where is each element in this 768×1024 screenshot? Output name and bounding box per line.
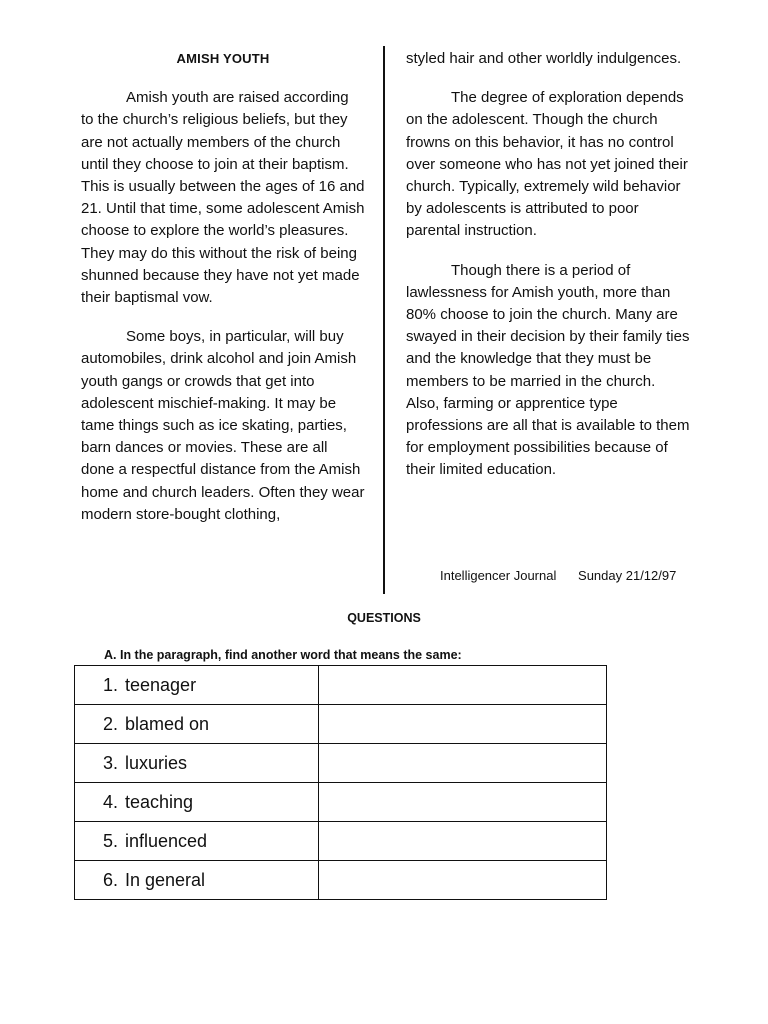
- item-word: teenager: [125, 674, 197, 695]
- article-paragraph: Some boys, in particular, will buy automobiles, drink alcohol and join Amish youth gangs or crowds that get into adolescent mischief-making. It may be tame things such as ice skating, parties, barn dances or movies. These are all done a respectful distance from the Amish home and church leaders. Often they wear modern store-bought clothing,: [81, 328, 365, 523]
- article-paragraph: The degree of exploration depends on the adolescent. Though the church frowns on this behavior, it has no control over someone who has not yet joined their church. Typically, extremely wild behavior by adolescents is attributed to poor parental instruction.: [406, 89, 688, 240]
- answer-cell[interactable]: [318, 744, 606, 783]
- word-cell: [75, 861, 319, 900]
- word-cell: [75, 822, 319, 861]
- vocabulary-table: [74, 665, 607, 900]
- answer-cell[interactable]: [318, 822, 606, 861]
- item-word: blamed on: [125, 713, 210, 734]
- column-divider: [383, 46, 385, 594]
- item-number: 1.: [103, 674, 119, 695]
- table-row: [75, 783, 607, 822]
- source-name: Intelligencer Journal: [440, 568, 557, 583]
- table-row: [75, 861, 607, 900]
- article-paragraph: Amish youth are raised according to the church’s religious beliefs, but they are not actually members of the church until they choose to join at their baptism. This is usually between the ages of 16 and 21. Until that time, some adolescent Amish choose to explore the world’s pleasures. They may do this without the risk of being shunned because they have not yet made their baptismal vow.: [81, 89, 365, 307]
- word-cell: [75, 744, 319, 783]
- table-row: [75, 666, 607, 705]
- table-row: [75, 744, 607, 783]
- article-left-column: [81, 48, 365, 543]
- item-number: 3.: [103, 752, 119, 773]
- source-date: Sunday 21/12/97: [578, 568, 677, 583]
- table-row: [75, 822, 607, 861]
- item-word: influenced: [125, 830, 208, 851]
- word-cell: [75, 705, 319, 744]
- questions-title: QUESTIONS: [347, 611, 421, 625]
- article-title: AMISH YOUTH: [176, 51, 270, 66]
- article-paragraph: Though there is a period of lawlessness for Amish youth, more than 80% choose to join the church. Many are swayed in their decision by their family ties and the knowledge that they must be members to be married in the church. Also, farming or apprentice type professions are all that is available to them for employment possibilities because of their limited education.: [406, 261, 690, 479]
- article-source: [440, 568, 676, 583]
- item-number: 5.: [103, 830, 119, 851]
- item-number: 2.: [103, 713, 119, 734]
- item-word: luxuries: [125, 752, 188, 773]
- word-cell: [75, 783, 319, 822]
- answer-cell[interactable]: [318, 861, 606, 900]
- word-cell: [75, 666, 319, 705]
- answer-cell[interactable]: [318, 783, 606, 822]
- question-instruction: A. In the paragraph, find another word that means the same:: [104, 648, 462, 662]
- answer-cell[interactable]: [318, 666, 606, 705]
- item-word: teaching: [125, 791, 194, 812]
- answer-cell[interactable]: [318, 705, 606, 744]
- item-number: 6.: [103, 869, 119, 890]
- article-right-column: [406, 48, 690, 499]
- table-row: [75, 705, 607, 744]
- item-word: In general: [125, 869, 206, 890]
- item-number: 4.: [103, 791, 119, 812]
- article-paragraph: styled hair and other worldly indulgences.: [406, 50, 682, 67]
